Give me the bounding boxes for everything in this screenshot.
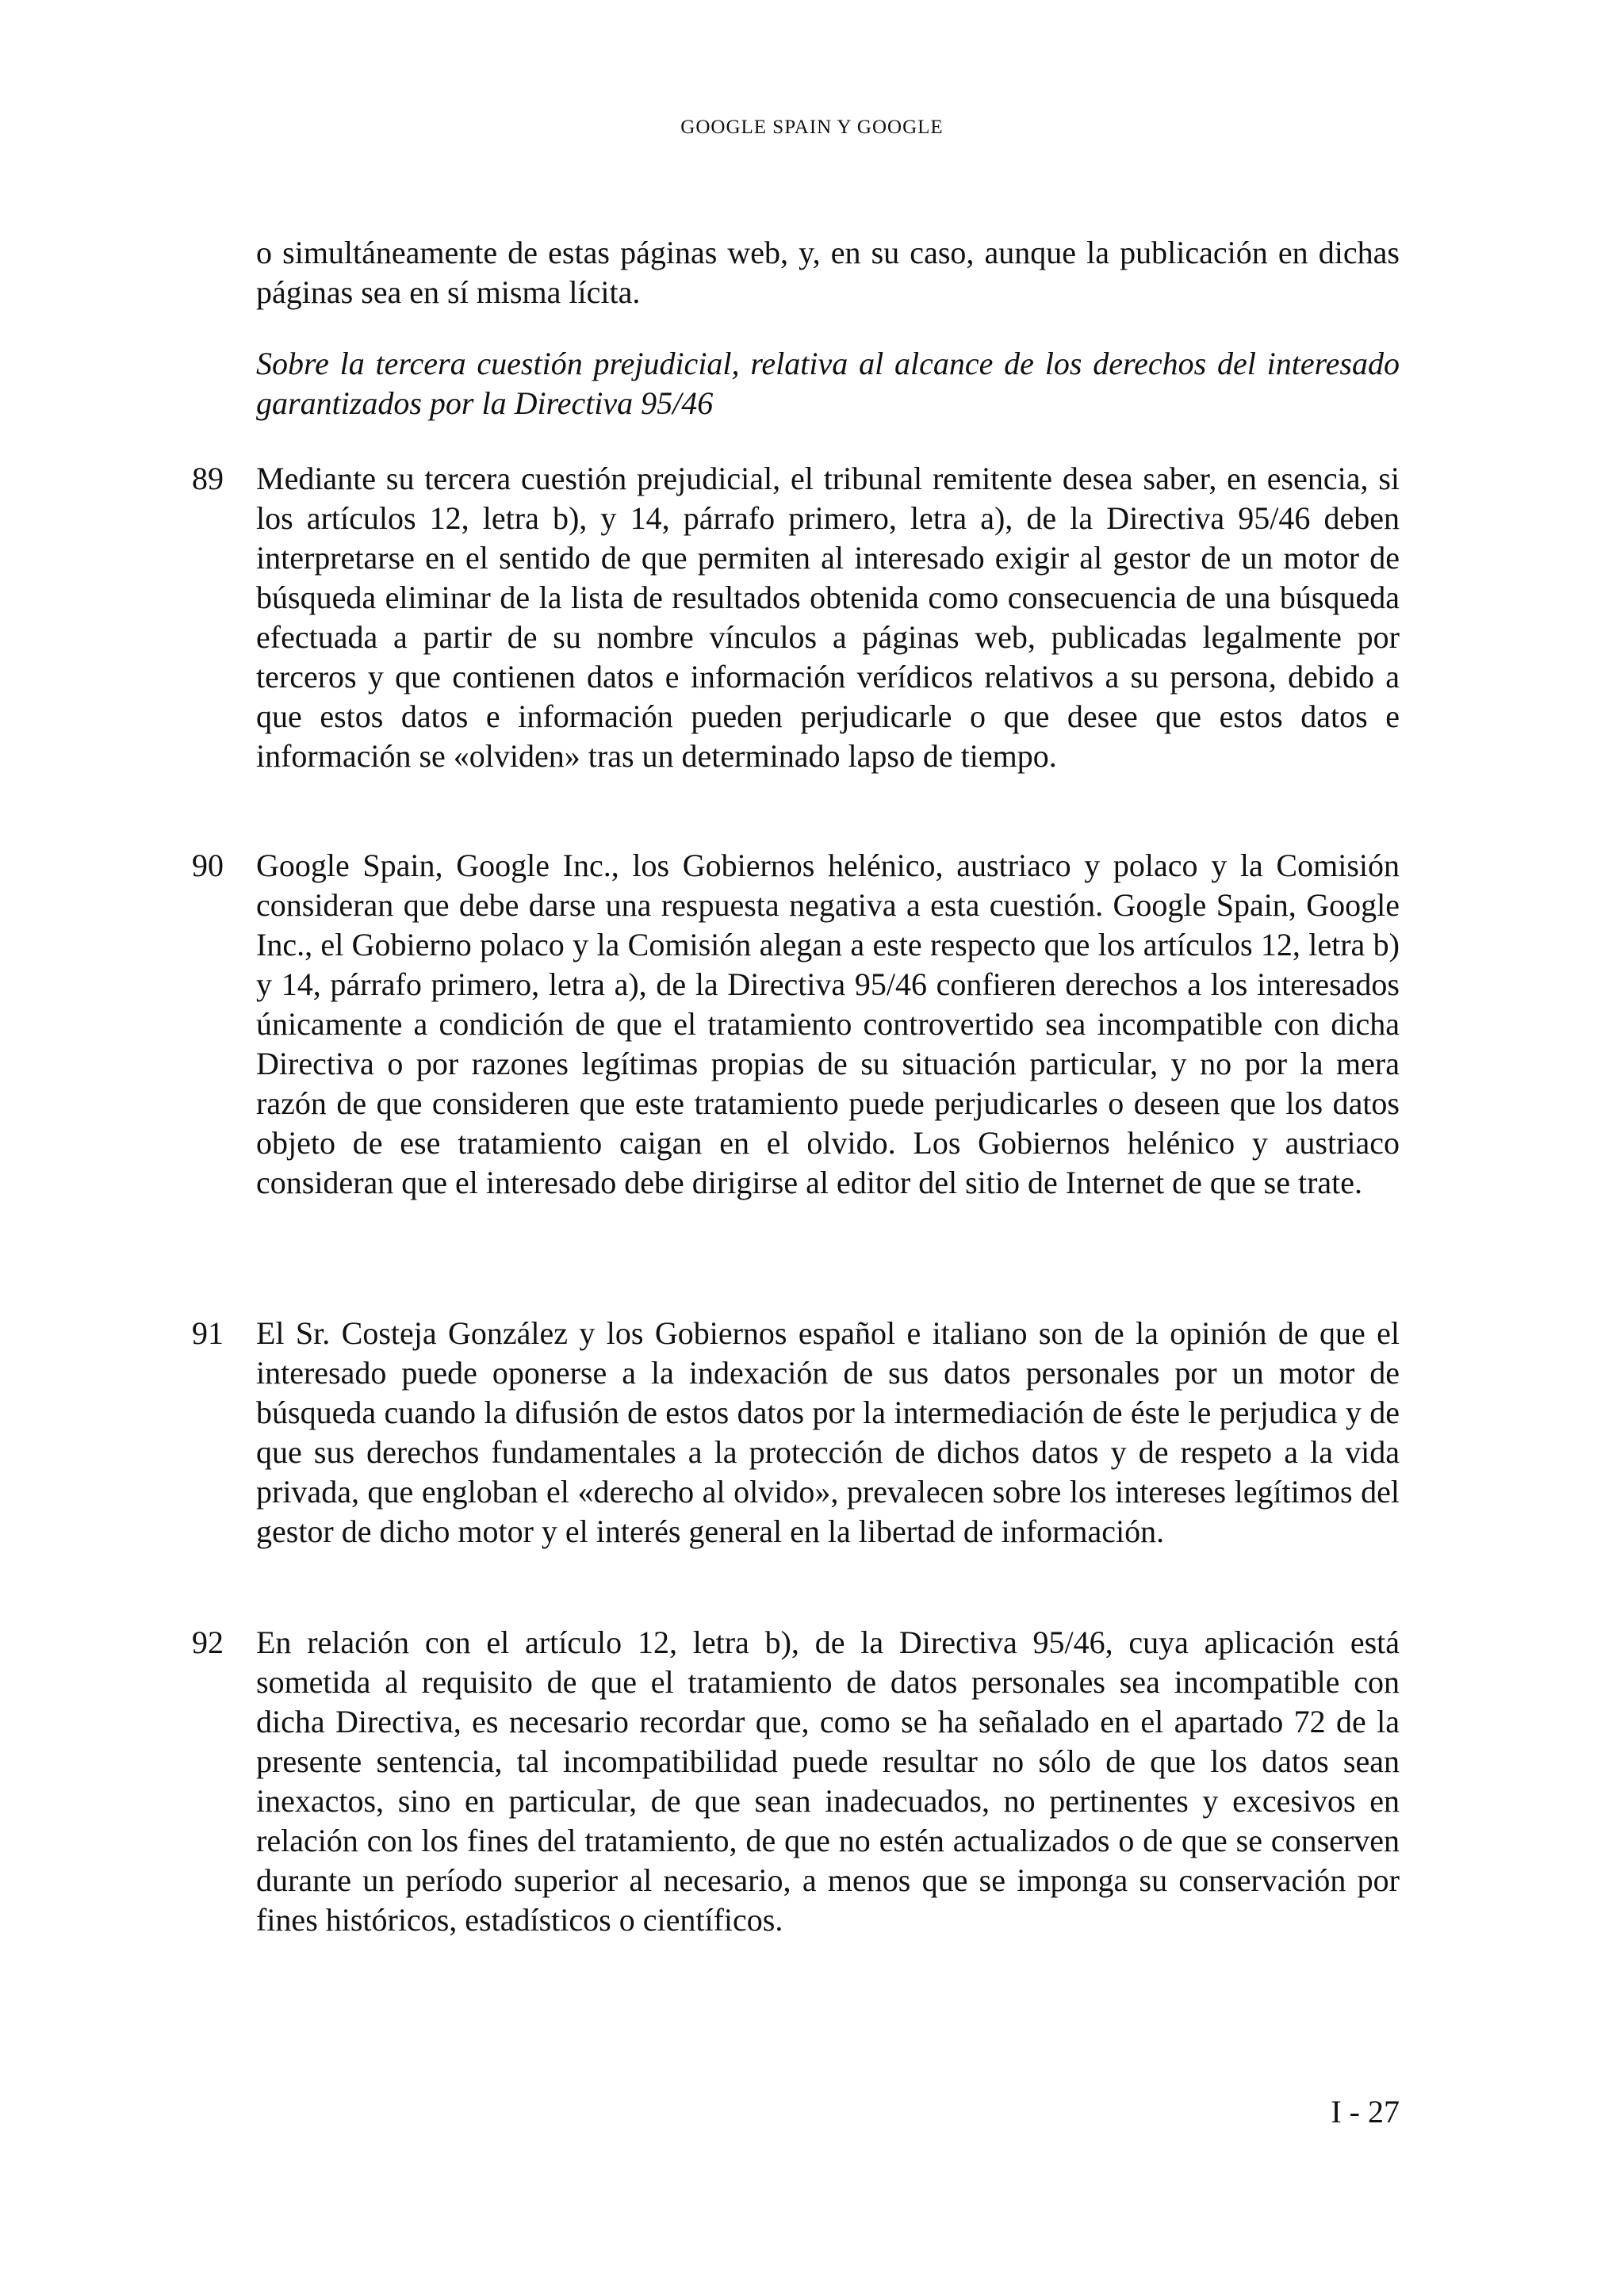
paragraph-number: 89: [192, 461, 224, 496]
paragraph-number: 91: [192, 1315, 224, 1351]
paragraph-text: El Sr. Costeja González y los Gobiernos español e italiano son de la opinión de que el interesado puede oponerse a la indexación de sus datos personales por un motor de búsqueda cuando la difusión de estos datos por la intermediación de éste le perjudica y de que sus derechos fundamentales a la protección de dichos datos y de respeto a la vida privada, que engloban el «derecho al olvido», prevalecen sobre los intereses legítimos del gestor de dicho motor y el interés general en la libertad de información.: [256, 1315, 1400, 1549]
paragraph-number: 92: [192, 1624, 224, 1660]
section-heading: Sobre la tercera cuestión prejudicial, relativa al alcance de los derechos del interesado garantizados por la Directiva 95/46: [256, 346, 1400, 421]
page-number: I - 27: [1331, 2094, 1400, 2130]
continuation-paragraph: o simultáneamente de estas páginas web, y, en su caso, aunque la publicación en dichas páginas sea en sí misma lícita.: [256, 235, 1400, 310]
paragraph-text: Mediante su tercera cuestión prejudicial, el tribunal remitente desea saber, en esencia, si los artículos 12, letra b), y 14, párrafo primero, letra a), de la Directiva 95/46 deben interpretarse en el sentido de que permiten al interesado exigir al gestor de un motor de búsqueda eliminar de la lista de resultados obtenida como consecuencia de una búsqueda efectuada a partir de su nombre vínculos a páginas web, publicadas legalmente por terceros y que contienen datos e información verídicos relativos a su persona, debido a que estos datos e información pueden perjudicarle o que desee que estos datos e información se «olviden» tras un determinado lapso de tiempo.: [256, 461, 1400, 774]
running-head: GOOGLE SPAIN Y GOOGLE: [680, 117, 944, 138]
paragraph-text: Google Spain, Google Inc., los Gobiernos helénico, austriaco y polaco y la Comisión consideran que debe darse una respuesta negativa a esta cuestión. Google Spain, Google Inc., el Gobierno polaco y la Comisión alegan a este respecto que los artículos 12, letra b) y 14, párrafo primero, letra a), de la Directiva 95/46 confieren derechos a los interesados únicamente a condición de que el tratamiento controvertido sea incompatible con dicha Directiva o por razones legítimas propias de su situación particular, y no por la mera razón de que consideren que este tratamiento puede perjudicarles o deseen que los datos objeto de ese tratamiento caigan en el olvido. Los Gobiernos helénico y austriaco consideran que el interesado debe dirigirse al editor del sitio de Internet de que se trate.: [256, 848, 1400, 1200]
paragraph-number: 90: [192, 848, 224, 883]
paragraph-text: En relación con el artículo 12, letra b), de la Directiva 95/46, cuya aplicación está sometida al requisito de que el tratamiento de datos personales sea incompatible con dicha Directiva, es necesario recordar que, como se ha señalado en el apartado 72 de la presente sentencia, tal incompatibilidad puede resultar no sólo de que los datos sean inexactos, sino en particular, de que sean inadecuados, no pertinentes y excesivos en relación con los fines del tratamiento, de que no estén actualizados o de que se conserven durante un período superior al necesario, a menos que se imponga su conservación por fines históricos, estadísticos o científicos.: [256, 1624, 1400, 1938]
